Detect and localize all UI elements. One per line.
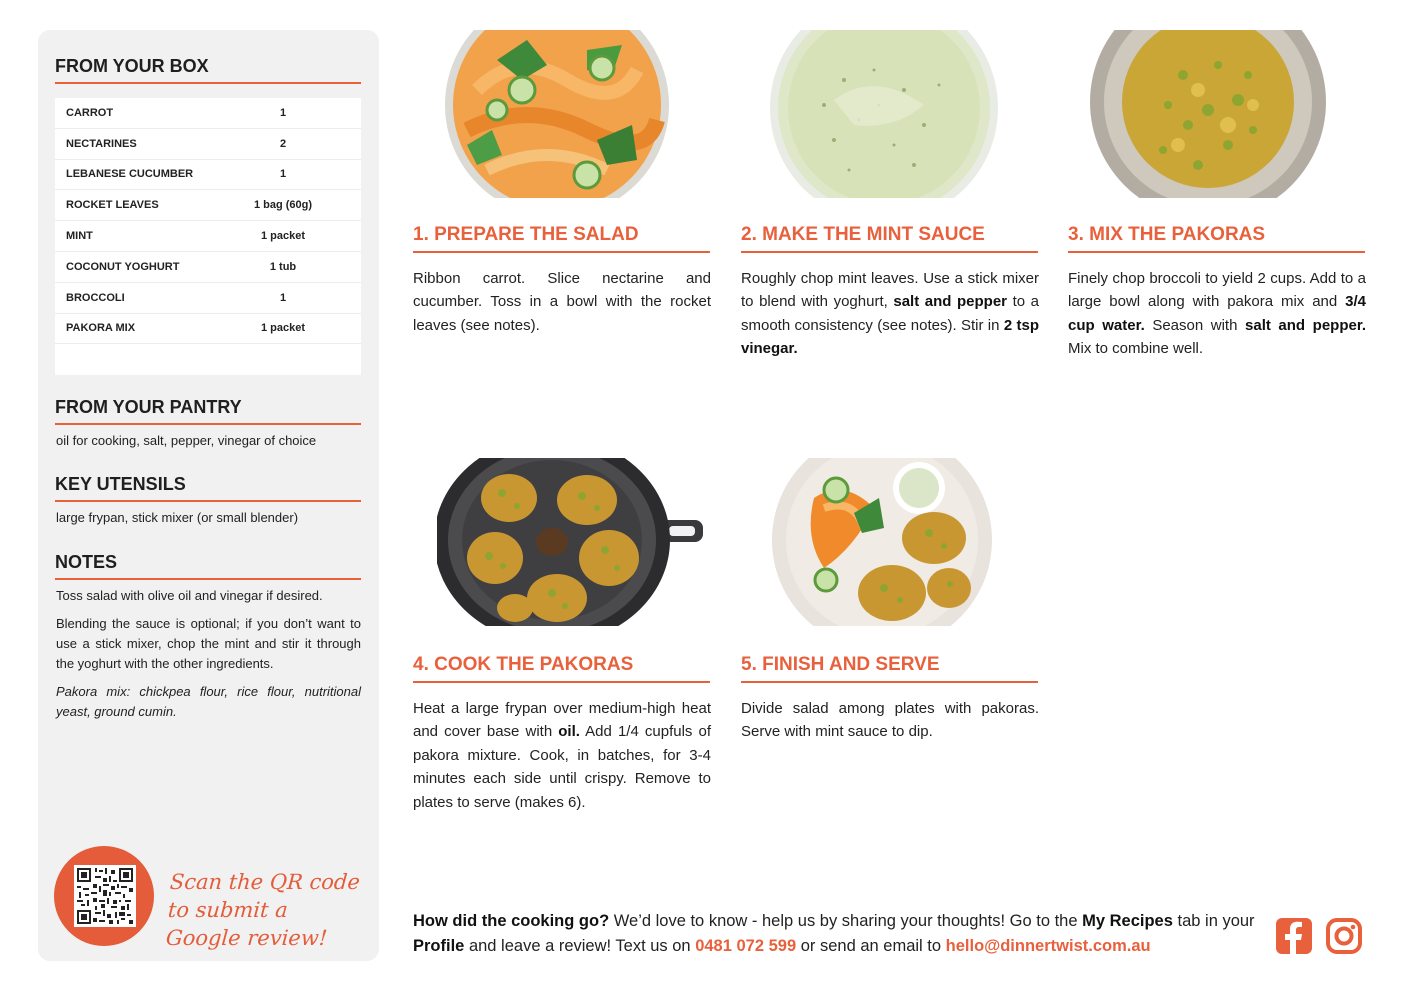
mint-sauce-image bbox=[764, 30, 1004, 198]
step-3-body bbox=[1068, 267, 1366, 361]
table-row bbox=[55, 221, 361, 252]
salad-bowl-image bbox=[437, 30, 677, 198]
ingredient-name: ROCKET LEAVES bbox=[66, 199, 159, 212]
bold-emphasis: oil. bbox=[558, 723, 580, 741]
step-5-title: 5. FINISH AND SERVE bbox=[741, 654, 1038, 683]
ingredient-qty: 1 tub bbox=[269, 260, 297, 273]
ingredient-qty: 1 packet bbox=[260, 230, 306, 243]
pantry-text: oil for cooking, salt, pepper, vinegar of choice bbox=[56, 433, 317, 448]
ingredient-name: LEBANESE CUCUMBER bbox=[66, 168, 194, 181]
step-2-title: 2. MAKE THE MINT SAUCE bbox=[741, 224, 1038, 253]
frypan-pakoras-image bbox=[437, 458, 703, 626]
bold-emphasis: salt and pepper. bbox=[1245, 316, 1367, 334]
text-run: Season with bbox=[1144, 316, 1246, 334]
finished-plate-image bbox=[764, 458, 1000, 626]
pakora-mix-image bbox=[1088, 30, 1328, 198]
bold-emphasis: My Recipes bbox=[1082, 912, 1173, 930]
ingredient-qty: 1 bbox=[279, 106, 287, 119]
text-run: Divide salad among plates with pakoras. Serve with mint sauce to dip. bbox=[741, 700, 1039, 741]
ingredient-name: COCONUT YOGHURT bbox=[66, 260, 180, 273]
ingredient-name: MINT bbox=[66, 230, 93, 243]
qr-code-icon bbox=[74, 865, 136, 927]
from-your-box-heading: FROM YOUR BOX bbox=[55, 56, 361, 84]
utensils-text: large frypan, stick mixer (or small blender) bbox=[56, 510, 299, 525]
ingredient-name: PAKORA MIX bbox=[66, 322, 136, 335]
step-5-body bbox=[741, 697, 1039, 744]
ingredient-qty: 1 packet bbox=[260, 322, 306, 335]
notes-heading: NOTES bbox=[55, 552, 361, 580]
step-1-title: 1. PREPARE THE SALAD bbox=[413, 224, 710, 253]
table-row bbox=[55, 190, 361, 221]
note-item: Toss salad with olive oil and vinegar if desired. bbox=[56, 588, 323, 603]
table-row bbox=[55, 283, 361, 314]
contact-link[interactable]: hello@dinnertwist.com.au bbox=[945, 937, 1151, 955]
table-row bbox=[55, 160, 361, 191]
bold-emphasis: 2 tsp vinegar. bbox=[741, 316, 1039, 358]
ingredient-qty: 1 bag (60g) bbox=[253, 199, 313, 212]
key-utensils-heading: KEY UTENSILS bbox=[55, 474, 361, 502]
bold-emphasis: salt and pepper bbox=[893, 293, 1008, 311]
text-run: Add 1/4 cupfuls of pakora mixture. Cook, in batches, for 3-4 minutes each side until crispy. Remove to plates to serve (makes 6). bbox=[413, 723, 712, 811]
text-run: or send an email to bbox=[796, 937, 946, 955]
step-4-body bbox=[413, 697, 711, 814]
ingredient-name: BROCCOLI bbox=[66, 291, 125, 304]
text-run: tab in your bbox=[1172, 912, 1255, 930]
from-your-pantry-heading: FROM YOUR PANTRY bbox=[55, 397, 361, 425]
table-row bbox=[55, 98, 361, 129]
text-run: Roughly chop mint leaves. Use a stick mixer to blend with yoghurt, bbox=[741, 270, 1039, 311]
ingredient-name: CARROT bbox=[66, 106, 114, 119]
text-run: and leave a review! Text us on bbox=[464, 937, 696, 955]
table-row bbox=[55, 252, 361, 283]
text-run: Ribbon carrot. Slice nectarine and cucumber. Toss in a bowl with the rocket leaves (see notes). bbox=[413, 270, 711, 334]
step-3-title: 3. MIX THE PAKORAS bbox=[1068, 224, 1365, 253]
text-run: Mix to combine well. bbox=[1068, 340, 1204, 358]
instagram-icon[interactable] bbox=[1325, 917, 1363, 955]
qr-review-cta: Scan the QR code to submit a Google review! bbox=[165, 870, 361, 950]
facebook-icon[interactable] bbox=[1275, 917, 1313, 955]
qr-code-badge[interactable] bbox=[54, 846, 154, 946]
ingredient-qty: 2 bbox=[279, 137, 287, 150]
table-row bbox=[55, 129, 361, 160]
bold-emphasis: How did the cooking go? bbox=[413, 912, 610, 930]
text-run: Finely chop broccoli to yield 2 cups. Add to a large bowl along with pakora mix and bbox=[1068, 270, 1366, 311]
ingredient-name: NECTARINES bbox=[66, 137, 137, 150]
review-prompt bbox=[413, 909, 1258, 959]
contact-link[interactable]: 0481 072 599 bbox=[695, 937, 797, 955]
bold-emphasis: Profile bbox=[413, 937, 465, 955]
note-item: Blending the sauce is optional; if you don’t want to use a stick mixer, chop the mint and stir it through the yoghurt with the other ingredients. bbox=[56, 616, 361, 671]
step-2-body bbox=[741, 267, 1039, 361]
ingredients-sidebar bbox=[38, 30, 379, 961]
note-item: Pakora mix: chickpea flour, rice flour, nutritional yeast, ground cumin. bbox=[56, 684, 361, 719]
ingredient-qty: 1 bbox=[279, 291, 287, 304]
step-4-title: 4. COOK THE PAKORAS bbox=[413, 654, 710, 683]
text-run: We’d love to know - help us by sharing your thoughts! Go to the bbox=[609, 912, 1083, 930]
ingredients-table bbox=[55, 98, 361, 375]
ingredient-qty: 1 bbox=[279, 168, 287, 181]
step-1-body bbox=[413, 267, 711, 337]
bold-emphasis: 3/4 cup water. bbox=[1068, 293, 1366, 334]
text-run: Heat a large frypan over medium-high heat and cover base with bbox=[413, 700, 711, 741]
table-row bbox=[55, 314, 361, 345]
text-run: to a smooth consistency (see notes). Stir in bbox=[741, 293, 1039, 334]
